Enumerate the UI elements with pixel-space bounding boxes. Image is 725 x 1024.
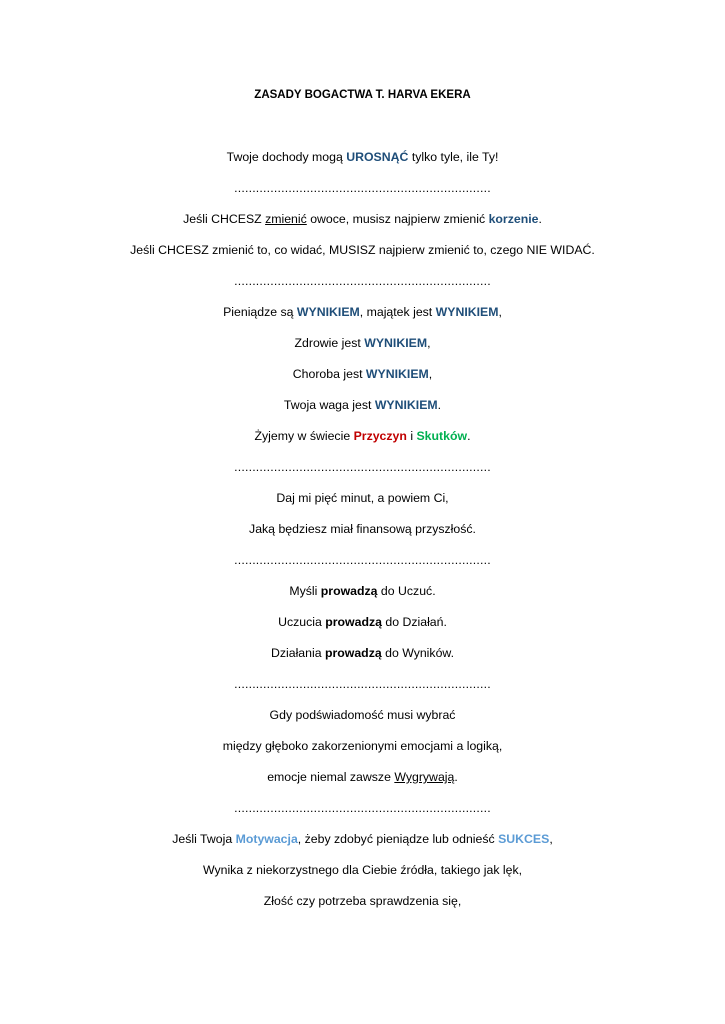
emphasis-text: WYNIKIEM [365,367,429,381]
page-title: ZASADY BOGACTWA T. HARVA EKERA [254,89,471,101]
text-line [0,645,725,661]
emphasis-text: UROSNĄĆ [346,150,409,164]
text-segment: , [427,336,431,350]
bold-text: prowadzą [324,646,382,660]
text-line: Jaką będziesz miał finansową przyszłość. [249,522,476,536]
text-segment: emocje niemal zawsze [267,770,395,784]
text-line [0,769,725,785]
emphasis-text: WYNIKIEM [435,305,499,319]
separator: ....................................................................... [234,460,491,474]
emphasis-text-red: Przyczyn [353,429,407,443]
text-line: Jeśli CHCESZ zmienić to, co widać, MUSISZ najpierw zmienić to, czego NIE WIDAĆ. [130,243,595,257]
emphasis-text: SUKCES [498,832,550,846]
underlined-text: zmienić [265,212,307,226]
separator: ....................................................................... [234,801,491,815]
separator: ....................................................................... [234,553,491,567]
text-segment: . [467,429,471,443]
text-segment: owoce, musisz najpierw zmienić [306,212,489,226]
text-segment: , żeby zdobyć pieniądze lub odnieść [297,832,499,846]
text-segment: do Uczuć. [377,584,436,598]
separator: ....................................................................... [234,274,491,288]
text-segment: Jeśli Twoja [172,832,236,846]
text-segment: Twoje dochody mogą [226,150,347,164]
text-segment: tylko tyle, ile Ty! [408,150,499,164]
separator: ....................................................................... [234,677,491,691]
text-segment: Uczucia [278,615,326,629]
text-line [0,583,725,599]
text-segment: , [498,305,502,319]
text-segment: . [538,212,542,226]
underlined-text: Wygrywają [394,770,455,784]
emphasis-text: WYNIKIEM [374,398,438,412]
bold-text: prowadzą [320,584,378,598]
text-line [0,211,725,227]
text-line: Złość czy potrzeba sprawdzenia się, [263,894,462,908]
emphasis-text: Motywacja [235,832,298,846]
text-segment: Jeśli CHCESZ [183,212,266,226]
separator: ....................................................................... [234,181,491,195]
text-segment: . [454,770,458,784]
text-segment: Pieniądze są [223,305,297,319]
text-line [0,366,725,382]
text-line: między głęboko zakorzenionymi emocjami a logiką, [222,739,503,753]
text-line [0,428,725,444]
text-segment: do Działań. [381,615,447,629]
text-line [0,304,725,320]
emphasis-text-green: Skutków [416,429,468,443]
emphasis-text: korzenie [488,212,539,226]
text-segment: Żyjemy w świecie [254,429,354,443]
text-segment: , [428,367,433,381]
text-segment: do Wyników. [381,646,455,660]
text-segment: Choroba jest [292,367,366,381]
text-line: Daj mi pięć minut, a powiem Ci, [276,491,449,505]
text-line [0,831,725,847]
bold-text: prowadzą [325,615,382,629]
text-line: Gdy podświadomość musi wybrać [269,708,456,722]
text-segment: , [549,832,553,846]
text-segment: Zdrowie jest [294,336,365,350]
text-line [0,614,725,630]
text-line [0,397,725,413]
text-line [0,335,725,351]
emphasis-text: WYNIKIEM [296,305,360,319]
text-line [0,149,725,165]
text-segment: Działania [270,646,325,660]
text-segment: , majątek jest [359,305,436,319]
emphasis-text: WYNIKIEM [364,336,428,350]
text-line: Wynika z niekorzystnego dla Ciebie źródła, takiego jak lęk, [202,863,523,877]
text-segment: Twoja waga jest [283,398,375,412]
text-segment: i [406,429,417,443]
text-segment: . [437,398,442,412]
text-segment: Myśli [289,584,321,598]
